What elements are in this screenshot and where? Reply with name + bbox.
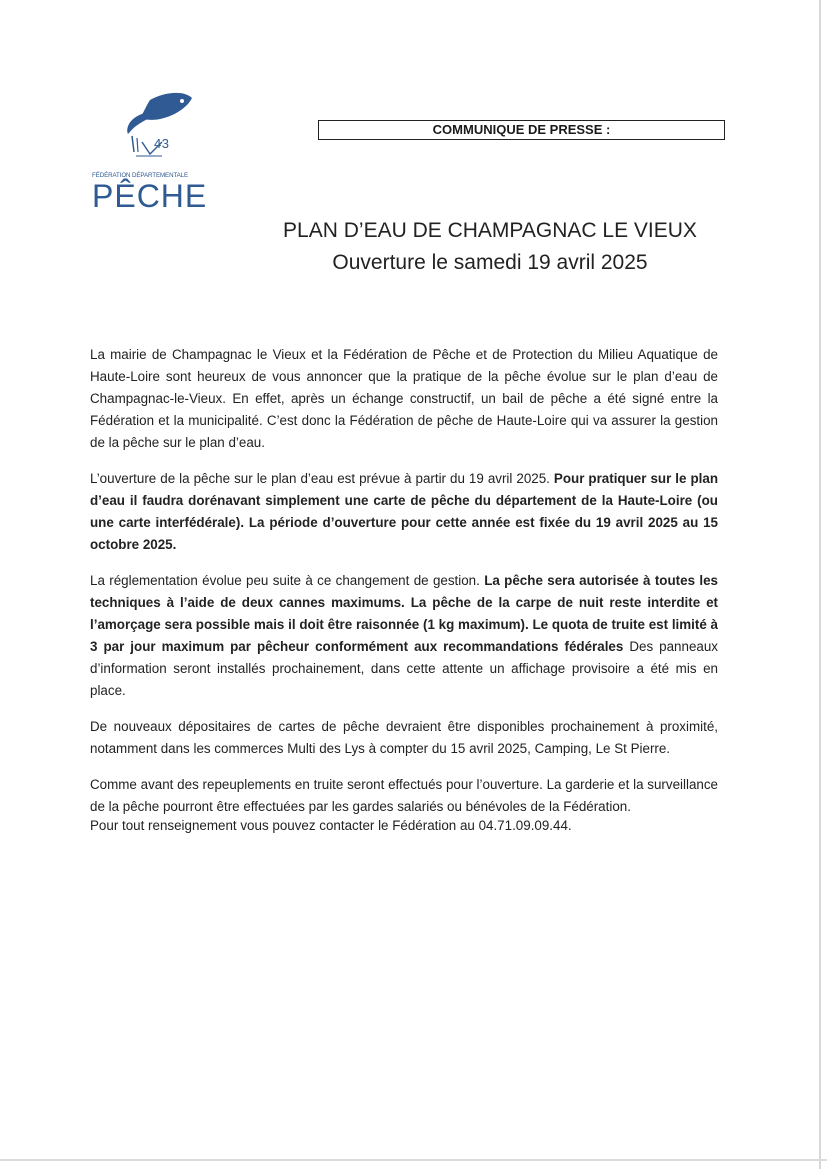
paragraph-restocking: Comme avant des repeuplements en truite seront effectués pour l’ouverture. La garderie et la surveillance de la pêche pourront être effectuées par les gardes salariés ou bénévoles de la Fédération. [90, 777, 718, 814]
document-title [230, 217, 750, 277]
paragraph-opening-text: L’ouverture de la pêche sur le plan d’eau est prévue à partir du 19 avril 2025. [90, 471, 554, 486]
scan-edge-bottom [0, 1159, 827, 1161]
fish-icon [92, 92, 204, 172]
logo-department-number: 43 [154, 136, 170, 151]
title-line-1: PLAN D’EAU DE CHAMPAGNAC LE VIEUX [283, 219, 697, 242]
paragraph-opening [90, 468, 718, 556]
paragraph-regulation [90, 570, 718, 702]
logo-subtitle: FÉDÉRATION DÉPARTEMENTALE [92, 172, 189, 179]
paragraph-regulation-text: La réglementation évolue peu suite à ce changement de gestion. [90, 573, 485, 588]
federation-logo [92, 92, 208, 214]
scan-edge-right [819, 0, 821, 1169]
body-text [90, 344, 718, 832]
paragraph-intro: La mairie de Champagnac le Vieux et la Fédération de Pêche et de Protection du Milieu Aquatique de Haute-Loire sont heureux de vous annoncer que la pratique de la pêche évolue sur le plan d’eau de Champagnac-le-Vieux. En effet, après un échange constructif, un bail de pêche a été signé entre la Fédération et la municipalité. C’est donc la Fédération de pêche de Haute-Loire qui va assurer la gestion de la pêche sur le plan d’eau. [90, 347, 718, 450]
paragraph-regulation-bold: La pêche sera autorisée à toutes les techniques à l’aide de deux cannes maximums. La pêche de la carpe de nuit reste interdite et l’amorçage sera possible mais il doit être raisonnée (1 kg maximum). Le quota de truite est limité à 3 par jour maximum par pêcheur conformément aux recommandations fédérales [90, 573, 718, 654]
contact-line: Pour tout renseignement vous pouvez contacter le Fédération au 04.71.09.09.44. [90, 818, 572, 833]
title-line-2: Ouverture le samedi 19 avril 2025 [332, 251, 648, 274]
paragraph-opening-bold: Pour pratiquer sur le plan d’eau il faudra dorénavant simplement une carte de pêche du département de la Haute-Loire (ou une carte interfédérale). La période d’ouverture pour cette année est fixée du 19 avril 2025 au 15 octobre 2025. [90, 471, 719, 552]
paragraph-depositaries: De nouveaux dépositaires de cartes de pêche devraient être disponibles prochainement à proximité, notamment dans les commerces Multi des Lys à compter du 15 avril 2025, Camping, Le St Pierre. [90, 719, 718, 756]
paragraph-regulation-text-2: Des panneaux d’information seront installés prochainement, dans cette attente un affichage provisoire a été mis en place. [90, 639, 718, 698]
logo-wordmark: PÊCHE [92, 178, 208, 214]
press-release-header: COMMUNIQUE DE PRESSE : [318, 120, 725, 140]
